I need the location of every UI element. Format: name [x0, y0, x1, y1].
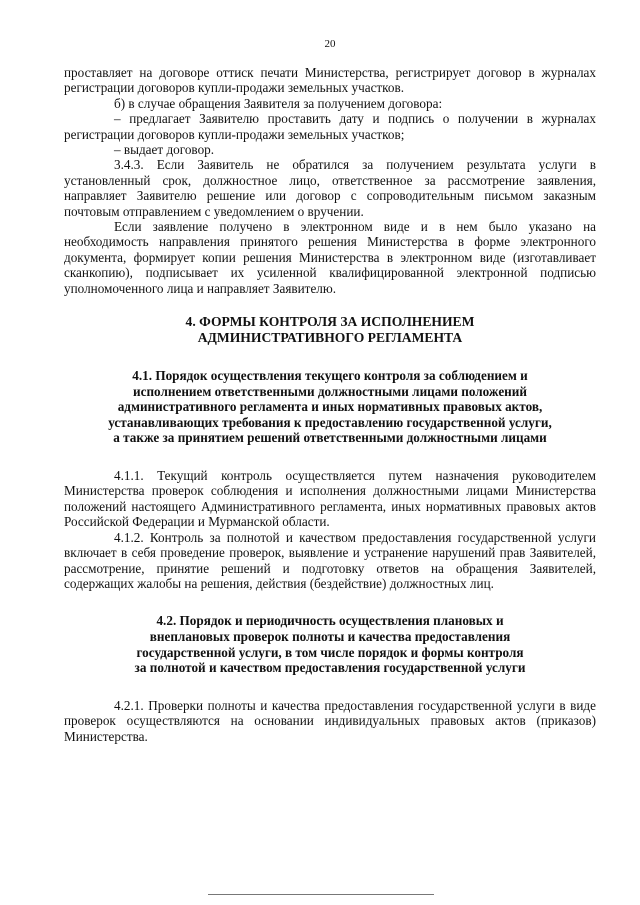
subsection-4-2-line: 4.2. Порядок и периодичность осуществления плановых и: [156, 613, 504, 629]
paragraph-4-2-1: 4.2.1. Проверки полноты и качества предоставления государственной услуги в виде проверок осуществляются на основании индивидуальных правовых актов (приказов) Министерства.: [64, 697, 596, 744]
page-number: 20: [324, 38, 336, 50]
footer-divider: [208, 894, 434, 895]
subsection-4-1-line: устанавливающих требования к предоставлению государственной услуги,: [108, 414, 552, 430]
subsection-4-1-line: 4.1. Порядок осуществления текущего контроля за соблюдением и: [132, 368, 528, 384]
subsection-4-2-line: за полнотой и качеством предоставления государственной услуги: [134, 660, 526, 676]
paragraph-registration: проставляет на договоре оттиск печати Министерства, регистрирует договор в журналах регистрации договоров купли-продажи земельных участков.: [64, 65, 596, 96]
subsection-4-1-line: исполнением ответственными должностными лицами положений: [133, 383, 527, 399]
section-4-heading: [64, 314, 596, 346]
paragraph-electronic: Если заявление получено в электронном виде и в нем было указано на необходимость направления принятого решения Министерства в форме электронного документа, формирует копии решения Министерства в электронном виде (изготавливает сканкопию), подписывает их усиленной квалифицированной электронной подписью уполномоченного лица и направляет Заявителю.: [64, 219, 596, 296]
paragraph-dash-issue: – выдает договор.: [114, 142, 215, 158]
subsection-4-2-heading: [64, 613, 596, 675]
subsection-4-1-heading: [64, 368, 596, 446]
paragraph-case-b: б) в случае обращения Заявителя за получением договора:: [114, 95, 443, 111]
paragraph-dash-sign: – предлагает Заявителю проставить дату и подпись о получении в журналах регистрации договоров купли-продажи земельных участков;: [64, 111, 596, 142]
subsection-4-1-line: а также за принятием решений ответственными должностными лицами: [113, 430, 547, 446]
section-4-title-line2: АДМИНИСТРАТИВНОГО РЕГЛАМЕНТА: [197, 330, 463, 346]
section-4-title-line1: 4. ФОРМЫ КОНТРОЛЯ ЗА ИСПОЛНЕНИЕМ: [185, 314, 475, 330]
subsection-4-2-line: внеплановых проверок полноты и качества предоставления: [149, 628, 511, 644]
document-page: [64, 38, 596, 744]
paragraph-4-1-2: 4.1.2. Контроль за полнотой и качеством предоставления государственной услуги включает в себя проведение проверок, выявление и устранение нарушений прав Заявителей, рассмотрение, принятие решений и подготовку ответов на обращения Заявителей, содержащих жалобы на решения, действия (бездействие) должностных лиц.: [64, 529, 596, 591]
paragraph-4-1-1: 4.1.1. Текущий контроль осуществляется путем назначения руководителем Министерства проверок соблюдения и исполнения должностными лицами Министерства положений настоящего Административного регламента, иных нормативных правовых актов Российской Федерации и Мурманской области.: [64, 468, 596, 530]
subsection-4-2-line: государственной услуги, в том числе порядок и формы контроля: [136, 644, 524, 660]
paragraph-3-4-3: 3.4.3. Если Заявитель не обратился за получением результата услуги в установленный срок, должностное лицо, ответственное за рассмотрение заявления, направляет Заявителю решение или договор с сопроводительным письмом заказным почтовым отправлением с уведомлением о вручении.: [64, 157, 596, 219]
top-text-block: [64, 65, 596, 296]
subsection-4-1-line: административного регламента и иных нормативных правовых актов,: [117, 399, 543, 415]
